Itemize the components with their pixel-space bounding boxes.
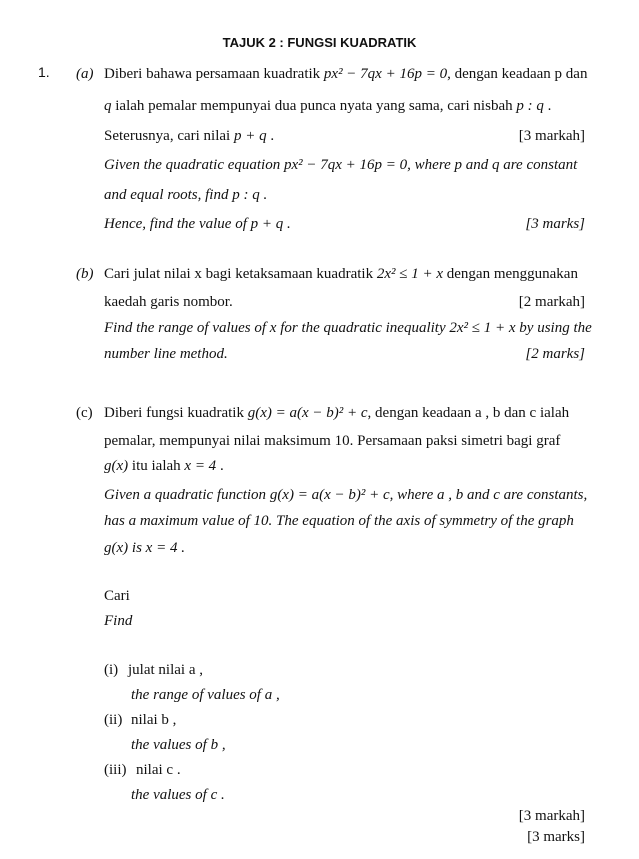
part-a-en-line2: and equal roots, find p : q .	[104, 187, 268, 203]
sub-ii-en: the values of b ,	[131, 737, 226, 753]
sub-iii-num: (iii)	[104, 762, 127, 778]
part-b-en-line1	[104, 320, 592, 337]
part-c-en-axis: x = 4	[145, 540, 178, 556]
part-c-ms-line1-post: , dengan keadaan a , b dan c ialah	[367, 405, 570, 421]
part-c-marks-ms-text: [3 markah]	[518, 808, 585, 824]
part-c-function: g(x) = a(x − b)² + c	[247, 405, 368, 421]
part-b-en-inequality: 2x² ≤ 1 + x	[449, 320, 516, 336]
part-c-ms-line3: g(x) itu ialah x = 4 .	[104, 458, 224, 474]
part-c-en-line3-mid: is	[131, 540, 142, 556]
part-b-en-line1-post: by using the	[519, 320, 592, 336]
part-a-ms-line1	[104, 66, 587, 83]
part-b-ms-line1-pre: Cari julat nilai x bagi ketaksamaan kuadratik	[104, 266, 374, 282]
sub-i-num: (i)	[104, 662, 119, 678]
part-c-en-function: g(x) = a(x − b)² + c	[269, 487, 390, 503]
part-c-label: (c)	[76, 405, 93, 421]
part-a-en-line3-pre: Hence, find the value of	[104, 216, 247, 232]
part-a-ms-line3-pre: Seterusnya, cari nilai	[104, 128, 231, 144]
find-en: Find	[104, 613, 133, 629]
part-c-en-gx: g(x)	[104, 540, 129, 556]
part-c-en-line2: has a maximum value of 10. The equation of the axis of symmetry of the graph	[104, 513, 574, 529]
part-b-en-line2: number line method.	[104, 346, 228, 362]
part-b-marks-en: [2 marks]	[525, 346, 585, 362]
part-c-gx: g(x)	[104, 458, 129, 474]
part-b-ms-line2: kaedah garis nombor.	[104, 294, 233, 310]
part-c-en-line1-pre: Given a quadratic function	[104, 487, 267, 503]
part-a-ms-line1-pre: Diberi bahawa persamaan kuadratik	[104, 66, 321, 82]
part-c-marks-en	[527, 829, 585, 846]
part-a-ms-line3: Seterusnya, cari nilai p + q .	[104, 128, 275, 144]
part-a-equation: px² − 7qx + 16p = 0	[323, 66, 448, 82]
part-c-marks-en-text: [3 marks]	[527, 829, 585, 845]
sub-ii-num: (ii)	[104, 712, 123, 728]
part-a-en-equation: px² − 7qx + 16p = 0	[283, 157, 408, 173]
sub-iii-ms: nilai c .	[136, 762, 181, 778]
part-a-en-sum: p + q	[250, 216, 284, 232]
part-a-en-line2-pre: and equal roots, find	[104, 187, 229, 203]
part-c-marks-ms	[519, 808, 585, 825]
part-c-ms-line1	[104, 405, 569, 422]
part-b-ms-line1-post: dengan menggunakan	[446, 266, 578, 282]
part-a-ratio: p : q	[516, 98, 544, 114]
part-a-ms-line2-text: ialah pemalar mempunyai dua punca nyata yang sama, cari nisbah	[115, 98, 513, 114]
part-c-ms-line2: pemalar, mempunyai nilai maksimum 10. Persamaan paksi simetri bagi graf	[104, 433, 561, 449]
part-a-en-ratio: p : q	[232, 187, 260, 203]
part-a-marks-ms: [3 markah]	[518, 128, 585, 144]
part-c-axis: x = 4	[184, 458, 217, 474]
sub-iii-en: the values of c .	[131, 787, 225, 803]
part-c-ms-line3-mid: itu ialah	[131, 458, 181, 474]
sub-i-ms: julat nilai a ,	[128, 662, 203, 678]
part-c-en-line1	[104, 487, 587, 504]
part-b-ms-line1	[104, 266, 578, 283]
question-number: 1.	[38, 64, 50, 80]
part-a-en-line1-post: , where p and q are constant	[407, 157, 578, 173]
part-a-en-line3: Hence, find the value of p + q .	[104, 216, 291, 232]
part-c-ms-line1-pre: Diberi fungsi kuadratik	[104, 405, 244, 421]
part-a-ms-line2: q ialah pemalar mempunyai dua punca nyata yang sama, cari nisbah p : q .	[104, 98, 552, 114]
part-c-en-line1-post: , where a , b and c are constants,	[389, 487, 588, 503]
part-c-en-line3: g(x) is x = 4 .	[104, 540, 185, 556]
part-a-ms-line1-post: , dengan keadaan p dan	[447, 66, 588, 82]
part-b-marks-ms: [2 markah]	[518, 294, 585, 310]
part-a-sum: p + q	[233, 128, 267, 144]
part-a-label: (a)	[76, 66, 94, 82]
part-b-label: (b)	[76, 266, 94, 282]
page-title: TAJUK 2 : FUNGSI KUADRATIK	[222, 35, 417, 50]
part-a-marks-en: [3 marks]	[525, 216, 585, 232]
part-a-en-line1-pre: Given the quadratic equation	[104, 157, 281, 173]
sub-ii-ms: nilai b ,	[131, 712, 177, 728]
part-b-inequality: 2x² ≤ 1 + x	[376, 266, 443, 282]
part-b-en-line1-pre: Find the range of values of x for the quadratic inequality	[104, 320, 446, 336]
part-a-var-q: q	[104, 98, 112, 114]
sub-i-en: the range of values of a ,	[131, 687, 280, 703]
find-ms: Cari	[104, 588, 130, 604]
part-a-en-line1	[104, 157, 577, 174]
